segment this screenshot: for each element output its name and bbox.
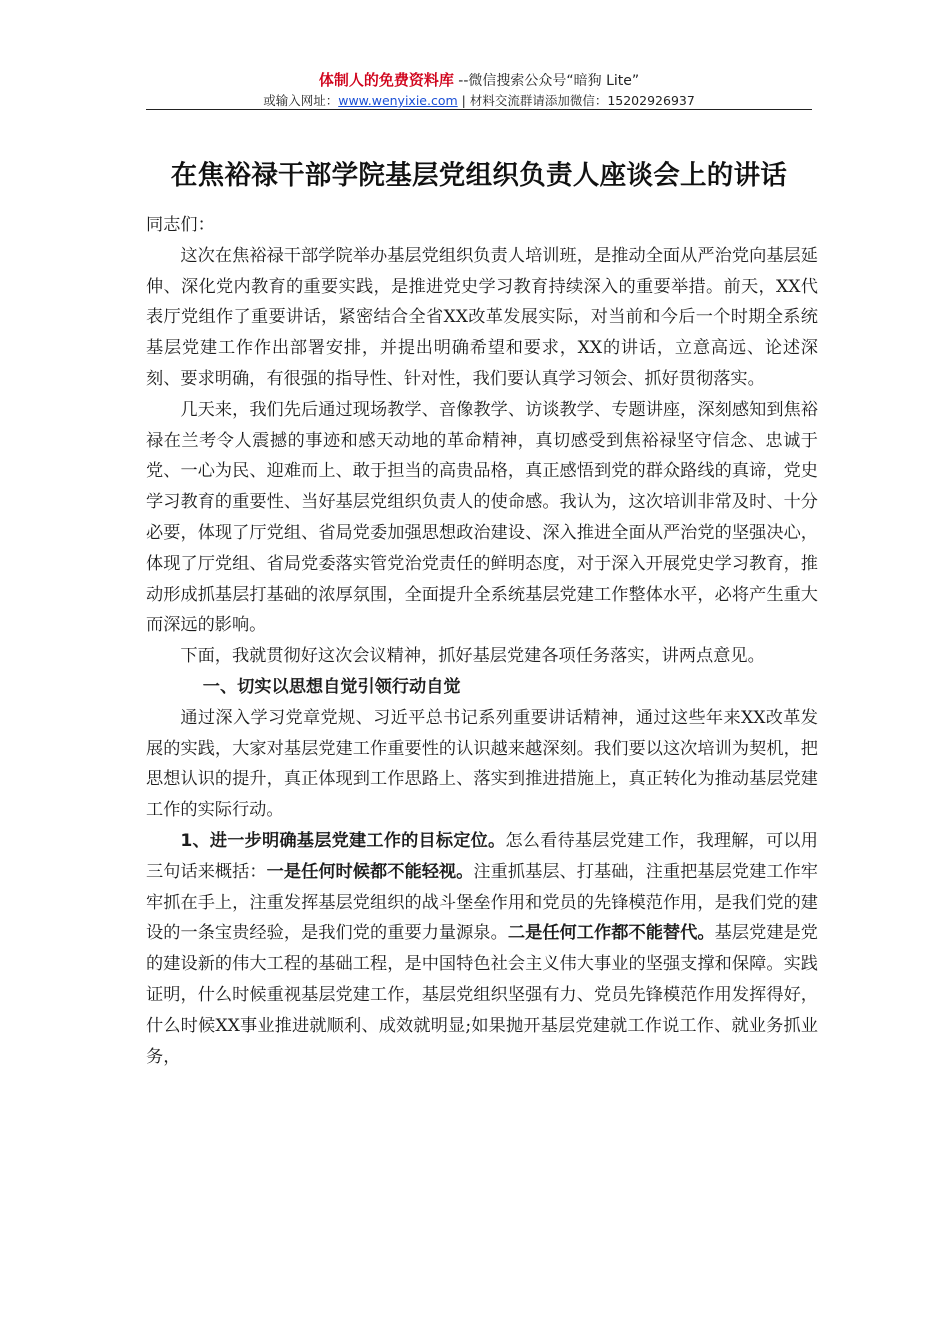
brand-name: 体制人的免费资料库 — [318, 71, 454, 89]
point-2: 二是任何工作都不能替代。 — [507, 923, 715, 944]
brand-suffix: --微信搜索公众号“暗狗 Lite” — [453, 73, 640, 89]
page-header — [146, 70, 812, 111]
paragraph-5-text-2: 注重抓基层、打基础，注重把基层党建工作牢牢抓在手上，注重发挥基层党组织的战斗堡垒作用和党员的先锋模范作用，是我们党的建设的一条宝贵经验，是我们党的重要力量源泉。 — [146, 861, 818, 944]
contact-info: | 材料交流群请添加微信：15202926937 — [457, 93, 695, 108]
paragraph-4: 通过深入学习党章党规、习近平总书记系列重要讲话精神，通过这些年来XX改革发展的实践，大家对基层党建工作重要性的认识越来越深刻。我们要以这次培训为契机，把思想认识的提升，真正体现到工作思路上、落实到推进措施上，真正转化为推动基层党建工作的实际行动。 — [146, 707, 818, 821]
point-1: 一是任何时候都不能轻视。 — [266, 861, 474, 882]
url-prefix: 或输入网址： — [263, 93, 339, 108]
header-divider — [146, 109, 812, 110]
website-link[interactable]: www.wenyixie.com — [338, 93, 458, 108]
paragraph-3: 下面，我就贯彻好这次会议精神，抓好基层党建各项任务落实，讲两点意见。 — [180, 646, 765, 667]
document-title: 在焦裕禄干部学院基层党组织负责人座谈会上的讲话 — [170, 160, 788, 191]
salutation: 同志们： — [146, 215, 215, 235]
paragraph-5-text-3: 基层党建是党的建设新的伟大工程的基础工程，是中国特色社会主义伟大事业的坚强支撑和保障。实践证明，什么时候重视基层党建工作，基层党组织坚强有力、党员先锋模范作用发挥得好，什么时候XX事业推进就顺利、成效就明显;如果抛开基层党建就工作说工作、就业务抓业务， — [146, 923, 818, 1067]
section-heading-1: 一、切实以思想自觉引领行动自觉 — [202, 676, 461, 697]
paragraph-5-text-1: 怎么看待基层党建工作，我理解，可以用三句话来概括： — [146, 830, 818, 882]
paragraph-5 — [146, 826, 818, 1072]
header-line-2 — [146, 91, 812, 111]
subheading-1: 1、进一步明确基层党建工作的目标定位。 — [180, 830, 506, 851]
paragraph-2: 几天来，我们先后通过现场教学、音像教学、访谈教学、专题讲座，深刻感知到焦裕禄在兰考令人震撼的事迹和感天动地的革命精神，真切感受到焦裕禄坚守信念、忠诚于党、一心为民、迎难而上、敢于担当的高贵品格，真正感悟到党的群众路线的真谛，党史学习教育的重要性、当好基层党组织负责人的使命感。我认为，这次培训非常及时、十分必要，体现了厅党组、省局党委加强思想政治建设、深入推进全面从严治党的坚强决心，体现了厅党组、省局党委落实管党治党责任的鲜明态度，对于深入开展党史学习教育，推动形成抓基层打基础的浓厚氛围，全面提升全系统基层党建工作整体水平，必将产生重大而深远的影响。 — [146, 399, 818, 636]
document-body — [146, 210, 818, 1072]
paragraph-1: 这次在焦裕禄干部学院举办基层党组织负责人培训班，是推动全面从严治党向基层延伸、深化党内教育的重要实践，是推进党史学习教育持续深入的重要举措。前天，XX代表厅党组作了重要讲话，紧密结合全省XX改革发展实际，对当前和今后一个时期全系统基层党建工作作出部署安排，并提出明确希望和要求，XX的讲话，立意高远、论述深刻、要求明确，有很强的指导性、针对性，我们要认真学习领会、抓好贯彻落实。 — [146, 245, 818, 389]
header-line-1 — [146, 70, 812, 91]
